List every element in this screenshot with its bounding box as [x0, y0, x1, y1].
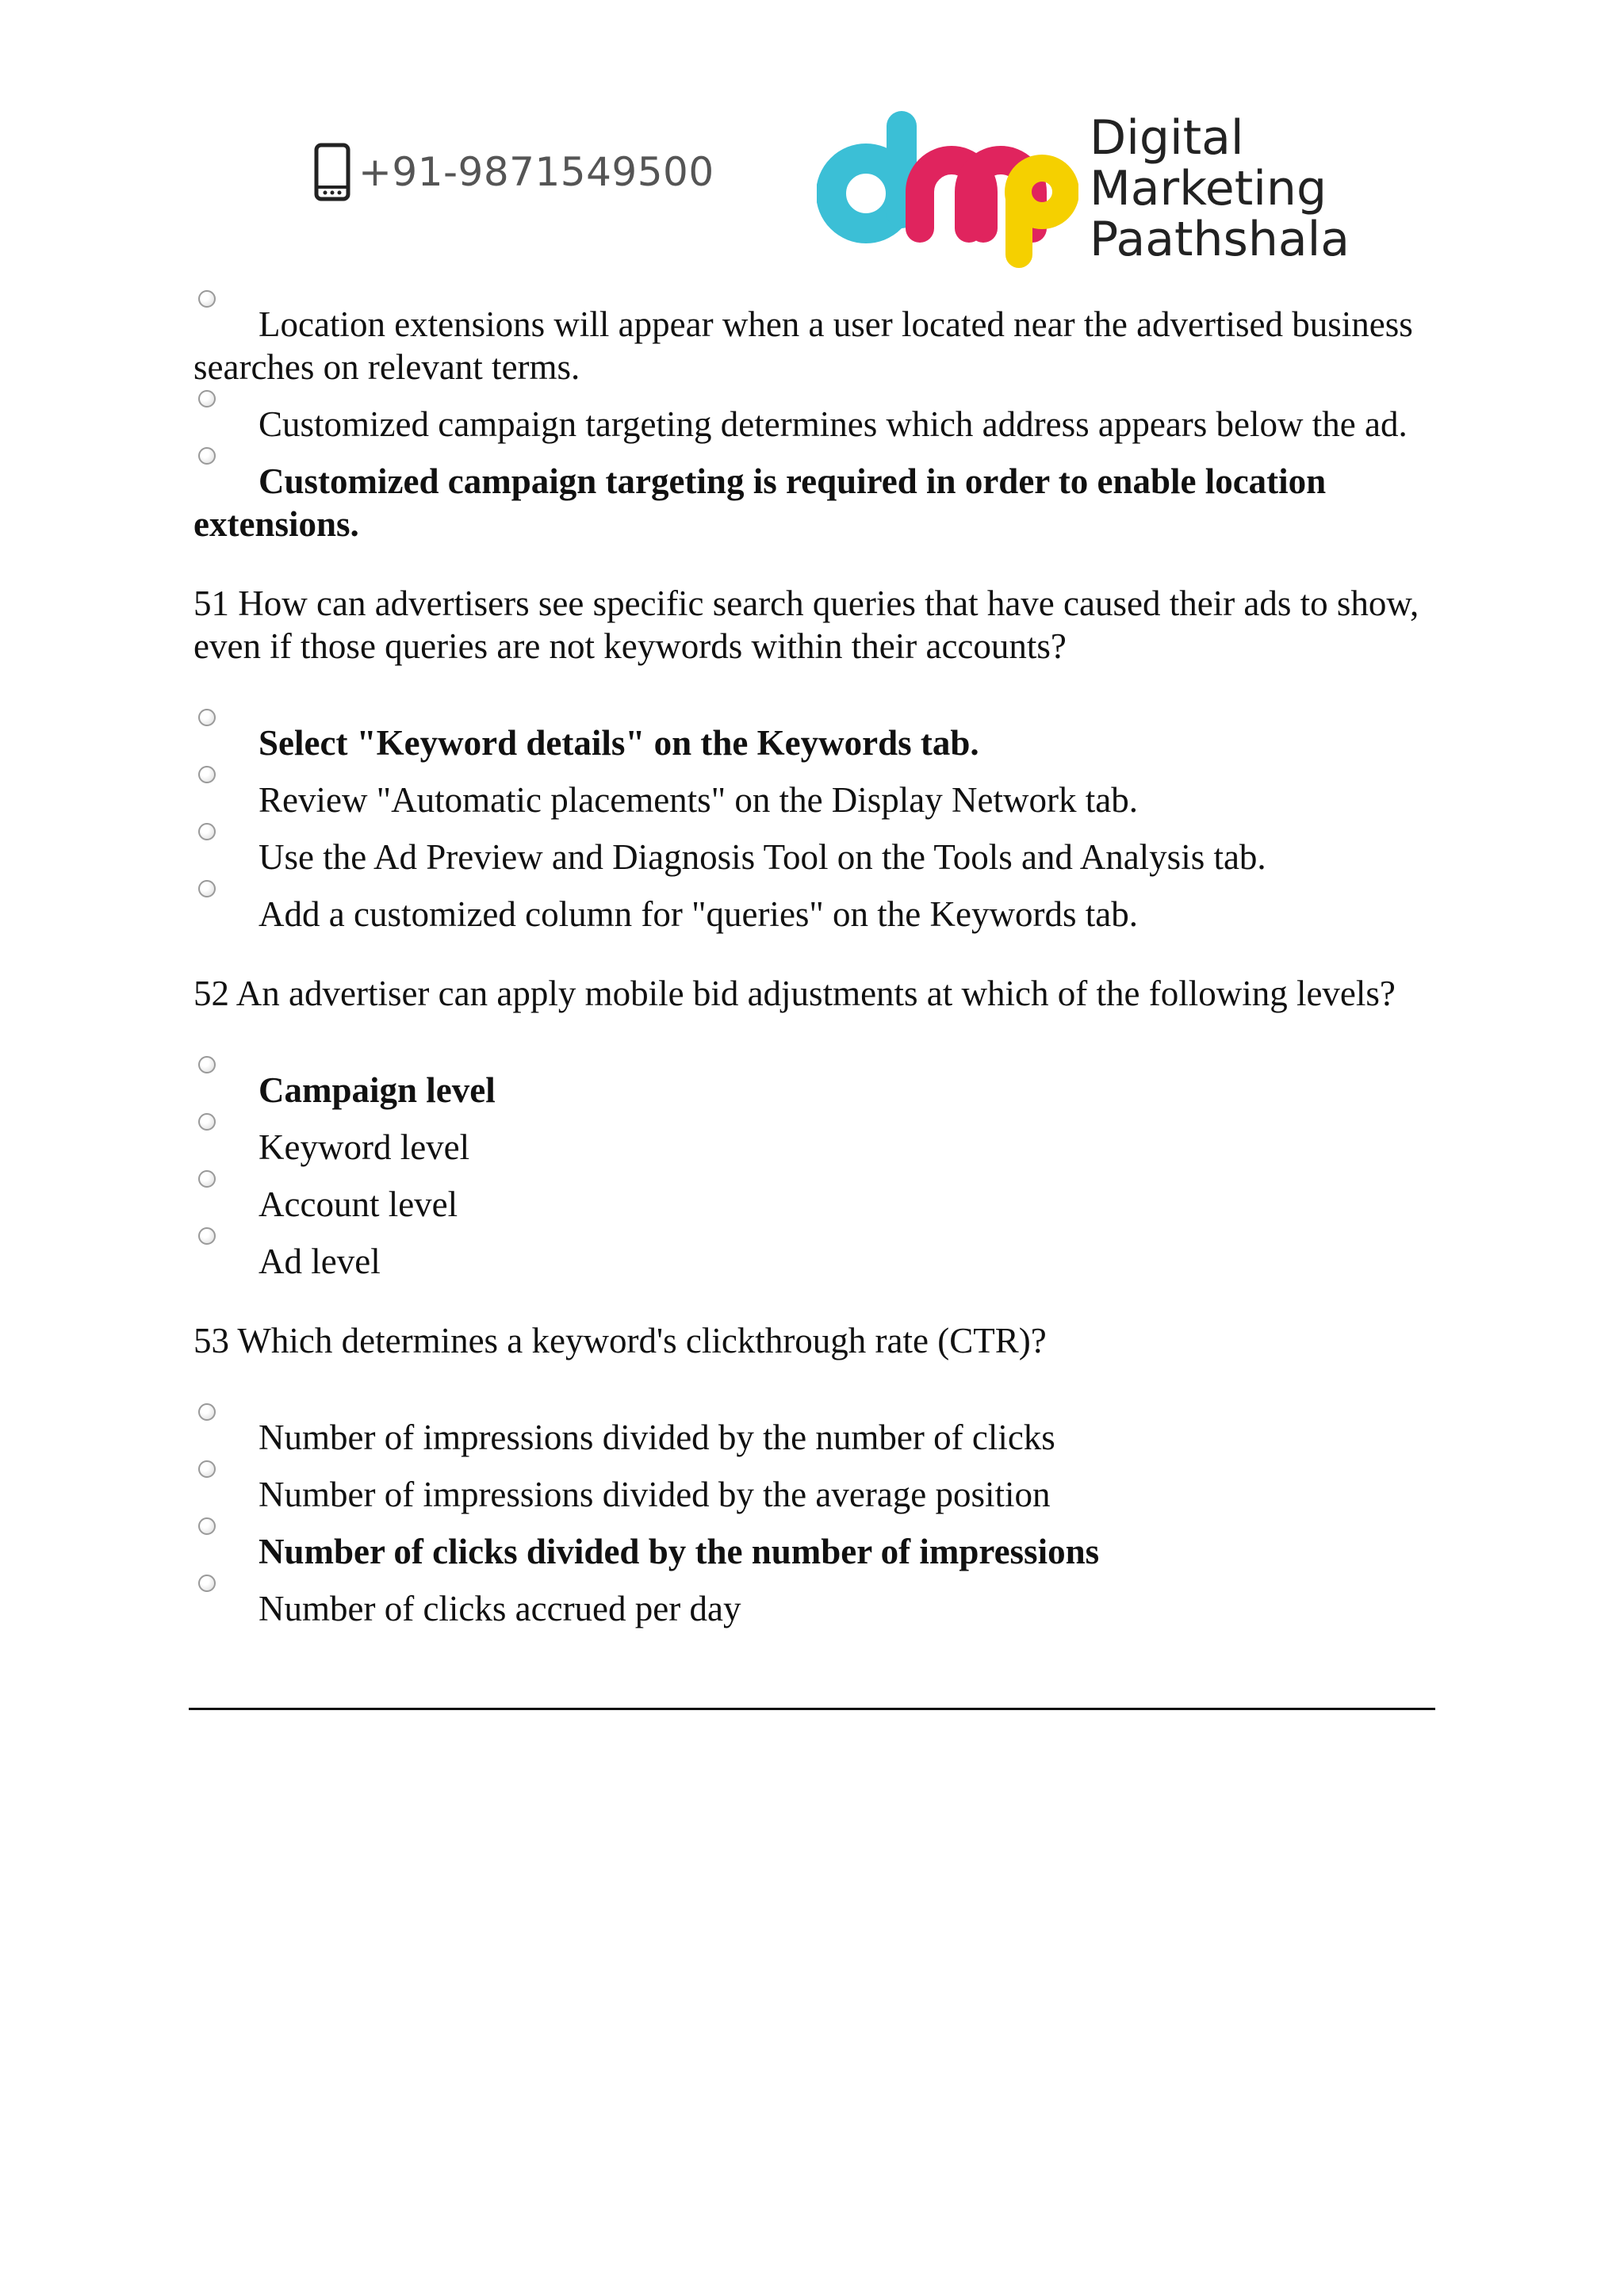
q53-options	[193, 1416, 1446, 1630]
answer-option[interactable]: Customized campaign targeting determines which address appears below the ad.	[193, 403, 1446, 446]
logo-word: Paathshala	[1090, 212, 1350, 267]
radio-button-icon[interactable]	[198, 290, 216, 308]
logo-word: Marketing	[1090, 161, 1327, 216]
radio-button-icon[interactable]	[198, 880, 216, 897]
answer-option[interactable]: Number of impressions divided by the average position	[193, 1473, 1446, 1516]
logo-word: Digital	[1090, 110, 1244, 166]
horizontal-rule	[189, 1708, 1435, 1710]
q51-options	[193, 721, 1446, 936]
radio-button-icon[interactable]	[198, 1517, 216, 1535]
answer-option[interactable]: Use the Ad Preview and Diagnosis Tool on the Tools and Analysis tab.	[193, 836, 1446, 878]
radio-button-icon[interactable]	[198, 1575, 216, 1592]
answer-option[interactable]: Add a customized column for "queries" on the Keywords tab.	[193, 893, 1446, 936]
answer-option[interactable]: Keyword level	[193, 1126, 1446, 1169]
answer-option[interactable]: Account level	[193, 1183, 1446, 1226]
mobile-phone-icon	[314, 143, 350, 201]
radio-button-icon[interactable]	[198, 1227, 216, 1245]
answer-option[interactable]: Location extensions will appear when a user located near the advertised business searches on relevant terms.	[193, 303, 1446, 388]
radio-button-icon[interactable]	[198, 390, 216, 408]
radio-button-icon[interactable]	[198, 1113, 216, 1131]
answer-option-correct[interactable]: Customized campaign targeting is required in order to enable location extensions.	[193, 460, 1446, 545]
radio-button-icon[interactable]	[198, 766, 216, 783]
phone-number: +91-9871549500	[358, 149, 714, 195]
page-header	[0, 0, 1624, 285]
company-logo	[817, 106, 1350, 273]
answer-option[interactable]: Review "Automatic placements" on the Display Network tab.	[193, 779, 1446, 821]
radio-button-icon[interactable]	[198, 447, 216, 465]
quiz-content	[193, 292, 1446, 1630]
question-51: 51 How can advertisers see specific search queries that have caused their ads to show, even if those queries are not keywords within their accounts?	[193, 584, 1419, 666]
radio-button-icon[interactable]	[198, 1170, 216, 1188]
radio-button-icon[interactable]	[198, 1460, 216, 1478]
q52-options	[193, 1069, 1446, 1283]
phone-contact	[314, 143, 714, 201]
answer-option[interactable]: Ad level	[193, 1240, 1446, 1283]
q50-options	[193, 303, 1446, 545]
radio-button-icon[interactable]	[198, 823, 216, 840]
question-53: 53 Which determines a keyword's clickthrough rate (CTR)?	[193, 1321, 1047, 1360]
answer-option[interactable]: Number of clicks accrued per day	[193, 1587, 1446, 1630]
logo-wordmark	[1090, 110, 1350, 267]
answer-option[interactable]: Number of impressions divided by the number of clicks	[193, 1416, 1446, 1459]
radio-button-icon[interactable]	[198, 1056, 216, 1073]
dmp-logo-mark	[817, 106, 1078, 273]
radio-button-icon[interactable]	[198, 1403, 216, 1421]
radio-button-icon[interactable]	[198, 709, 216, 726]
answer-option-correct[interactable]: Campaign level	[193, 1069, 1446, 1112]
question-52: 52 An advertiser can apply mobile bid adjustments at which of the following levels?	[193, 974, 1396, 1013]
answer-option-correct[interactable]: Select "Keyword details" on the Keywords tab.	[193, 721, 1446, 764]
answer-option-correct[interactable]: Number of clicks divided by the number of impressions	[193, 1530, 1446, 1573]
